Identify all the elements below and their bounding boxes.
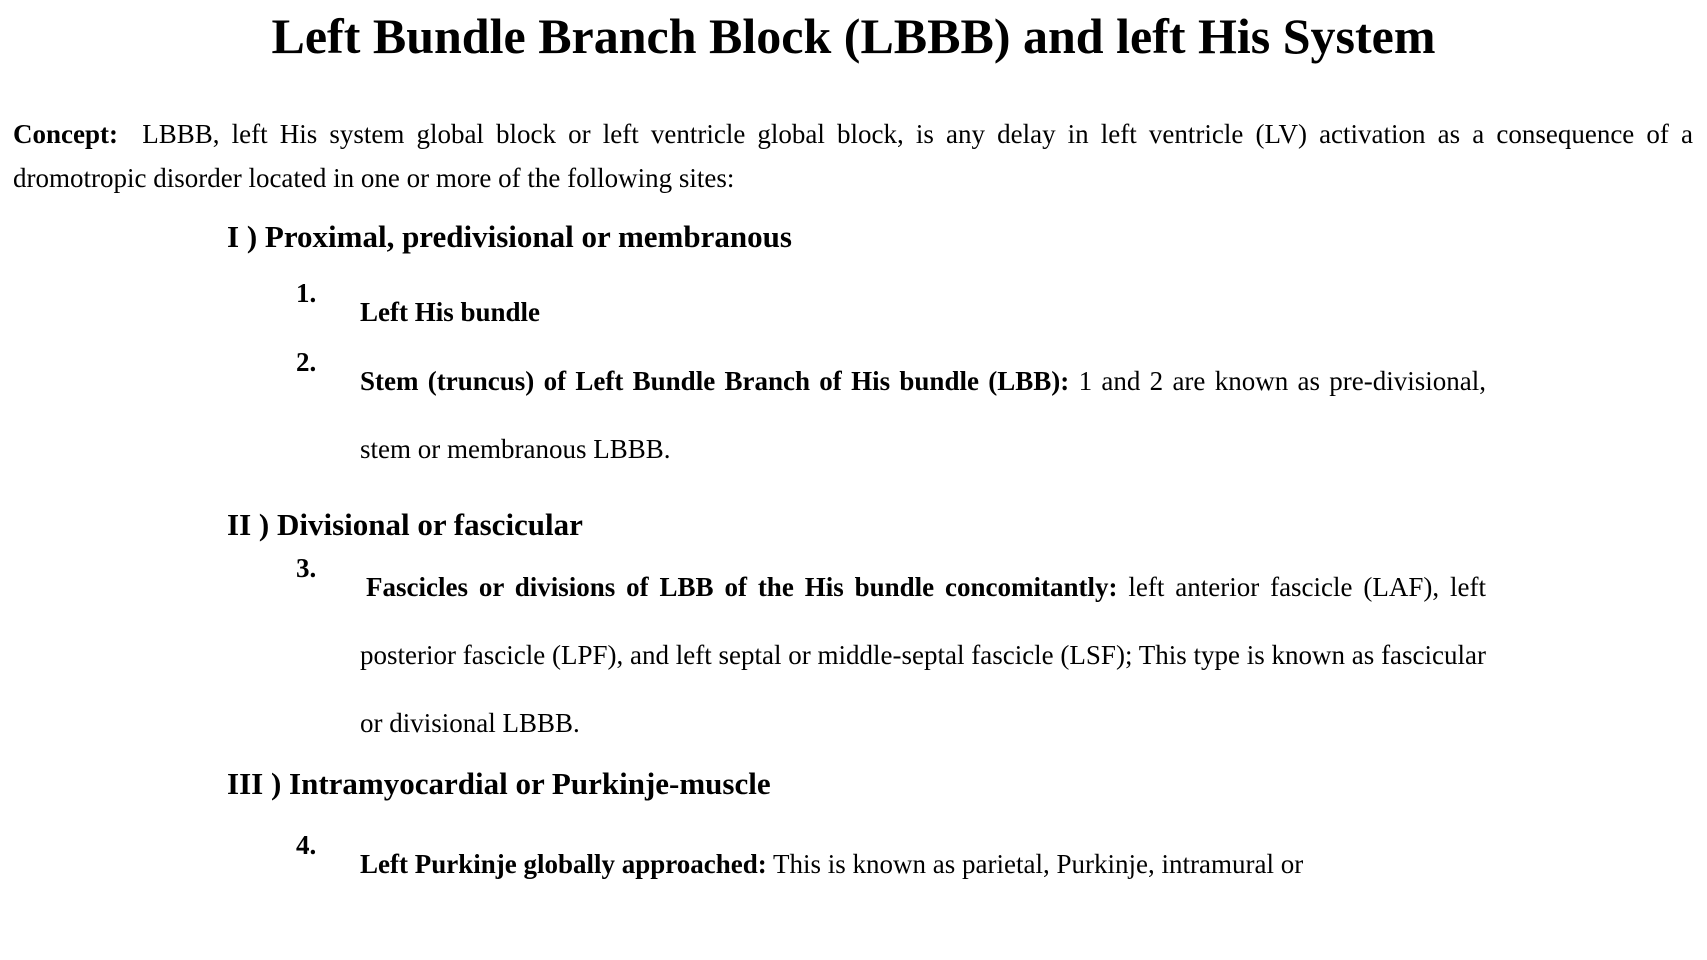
item-text: left anterior fascicle (LAF), left posterior fascicle (LPF), and left septal or middle-septal fascicle (LSF); This type is known as fascicular or divisional LBBB. <box>360 572 1486 738</box>
list-item-2 <box>296 347 1486 483</box>
item-body <box>360 830 1486 898</box>
page-title: Left Bundle Branch Block (LBBB) and left His System <box>271 8 1436 64</box>
item-body <box>360 278 1486 346</box>
section-heading-proximal: I ) Proximal, predivisional or membranous <box>227 219 792 254</box>
item-body <box>360 347 1486 483</box>
item-number: 1. <box>296 278 317 308</box>
concept-paragraph <box>13 112 1693 200</box>
item-body <box>360 553 1486 757</box>
section-heading-divisional: II ) Divisional or fascicular <box>227 507 583 542</box>
item-bold-text: Fascicles or divisions of LBB of the His bundle concomitantly: <box>366 572 1118 602</box>
item-text: 1 and 2 are known as pre-divisional, stem or membranous LBBB. <box>360 366 1487 464</box>
concept-text: LBBB, left His system global block or left ventricle global block, is any delay in left ventricle (LV) activation as a consequence of a dromotropic disorder located in one or more of the following sites: <box>13 119 1693 193</box>
list-item-4 <box>296 830 1486 898</box>
item-bold-text: Stem (truncus) of Left Bundle Branch of His bundle (LBB): <box>360 366 1070 396</box>
item-text: This is known as parietal, Purkinje, intramural or <box>773 849 1304 879</box>
item-number: 4. <box>296 830 317 860</box>
concept-label: Concept: <box>13 119 118 149</box>
item-number: 3. <box>296 553 317 583</box>
list-item-3 <box>296 553 1486 757</box>
section-heading-intramyocardial: III ) Intramyocardial or Purkinje-muscle <box>227 766 771 801</box>
item-bold-text: Left His bundle <box>360 297 541 327</box>
list-item-1 <box>296 278 1486 346</box>
item-bold-text: Left Purkinje globally approached: <box>360 849 767 879</box>
item-number: 2. <box>296 347 317 377</box>
